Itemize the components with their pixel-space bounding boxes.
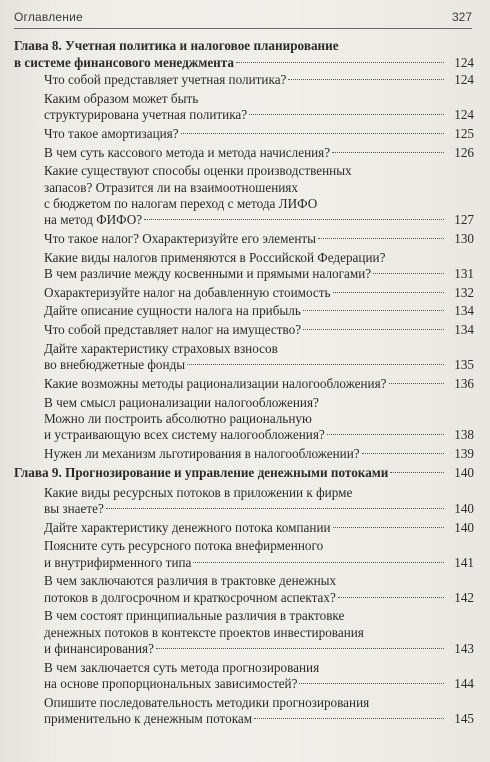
- toc-question-entry[interactable]: [14, 538, 474, 570]
- dot-leader: [236, 62, 444, 63]
- toc-entry-last-line: [44, 590, 474, 606]
- dot-leader: [187, 364, 444, 365]
- toc-entry-text: в системе финансового менеджмента: [14, 54, 235, 70]
- toc-entry-last-line: [44, 676, 474, 692]
- toc-page-number: 141: [454, 554, 474, 570]
- toc-entry-text: применительно к денежным потокам: [44, 710, 253, 726]
- dot-leader: [249, 114, 444, 115]
- toc-entry-last-line: [44, 266, 474, 282]
- toc-entry-last-line: [44, 212, 474, 228]
- toc-entry-text: с бюджетом по налогам переход с метода ЛИФО: [44, 195, 318, 211]
- dot-leader: [338, 597, 444, 598]
- dot-leader: [106, 508, 444, 509]
- toc-page-number: 140: [454, 500, 474, 516]
- toc-question-entry[interactable]: [14, 72, 474, 88]
- toc-entry-last-line: [44, 303, 474, 319]
- toc-page-number: 124: [454, 107, 474, 122]
- toc-page-number: 125: [454, 125, 474, 141]
- toc-entry-text: Что такое амортизация?: [44, 125, 179, 141]
- toc-entry-text: В чем заключается суть метода прогнозирования: [44, 659, 320, 675]
- toc-entry-text: Глава 8. Учетная политика и налоговое планирование: [14, 38, 339, 53]
- toc-entry-text: потоков в долгосрочном и краткосрочном аспектах?: [44, 589, 336, 605]
- toc-page-number: 140: [454, 465, 474, 481]
- toc-entry-text: Какие существуют способы оценки производственных: [44, 163, 352, 179]
- toc-question-entry[interactable]: [14, 322, 474, 338]
- toc-entry-text: Глава 9. Прогнозирование и управление денежными потоками: [14, 465, 389, 481]
- toc-entry-text: Опишите последовательность методики прогнозирования: [44, 694, 370, 710]
- toc-page-number: 124: [454, 72, 474, 87]
- toc-question-entry[interactable]: [14, 695, 474, 727]
- toc-entry-text: Можно ли построить абсолютно рациональную: [44, 410, 312, 426]
- dot-leader: [390, 472, 444, 473]
- toc-page-number: 136: [454, 375, 474, 391]
- toc-entry-last-line: [44, 357, 474, 373]
- toc-entry-text: Что собой представляет налог на имущество?: [44, 322, 302, 338]
- toc-entry-text: В чем суть кассового метода и метода начисления?: [44, 144, 331, 160]
- toc-entry-last-line: [44, 711, 474, 727]
- toc-entry-text: В чем различие между косвенными и прямыми налогами?: [44, 265, 372, 281]
- toc-question-entry[interactable]: [14, 91, 474, 123]
- toc-question-entry[interactable]: [14, 485, 474, 517]
- toc-entry-text: и внутрифирменного типа: [44, 554, 192, 570]
- toc-entry-text: и финансирования?: [44, 640, 154, 656]
- toc-page-number: 145: [454, 710, 474, 726]
- toc-question-entry[interactable]: [14, 660, 474, 692]
- toc-entry-text: Нужен ли механизм льготирования в налогообложении?: [44, 445, 360, 461]
- toc-question-entry[interactable]: [14, 341, 474, 373]
- toc-entry-last-line: [44, 427, 474, 443]
- toc-entry-text: на метод ФИФО?: [44, 212, 143, 227]
- toc-question-entry[interactable]: [14, 395, 474, 444]
- toc-question-entry[interactable]: [14, 231, 474, 247]
- dot-leader: [156, 648, 444, 649]
- running-header-title: Оглавление: [14, 10, 83, 24]
- toc-page-number: 131: [454, 265, 474, 281]
- toc-entry-last-line: [44, 126, 474, 142]
- toc-chapter-entry[interactable]: [14, 38, 474, 71]
- toc-entry-text: и устраивающую всех систему налогообложения?: [44, 427, 325, 443]
- toc-question-entry[interactable]: [14, 303, 474, 319]
- running-header: [14, 8, 472, 29]
- toc-entry-text: Какие возможны методы рационализации налогообложения?: [44, 375, 387, 391]
- toc-question-entry[interactable]: [14, 520, 474, 536]
- toc-entry-last-line: [14, 54, 474, 72]
- toc-entry-text: Поясните суть ресурсного потока внефирменного: [44, 538, 324, 554]
- dot-leader: [181, 133, 444, 134]
- toc-entry-text: Что такое налог? Охарактеризуйте его элементы: [44, 230, 317, 246]
- toc-question-entry[interactable]: [14, 446, 474, 462]
- dot-leader: [327, 434, 444, 435]
- dot-leader: [333, 292, 444, 293]
- toc-page-number: 127: [454, 212, 474, 227]
- toc-entry-text: структурирована учетная политика?: [44, 107, 248, 122]
- toc-page-number: 134: [454, 303, 474, 319]
- dot-leader: [333, 527, 444, 528]
- toc-page-number: 138: [454, 427, 474, 443]
- toc-entry-last-line: [44, 72, 474, 88]
- dot-leader: [303, 329, 444, 330]
- toc-entry-text: Дайте характеристику страховых взносов: [44, 340, 278, 356]
- toc-page-number: 135: [454, 357, 474, 373]
- toc-entry-text: вы знаете?: [44, 500, 104, 516]
- toc-entry-last-line: [44, 107, 474, 123]
- page-number: 327: [451, 10, 472, 24]
- toc-entry-last-line: [14, 465, 474, 482]
- dot-leader: [389, 383, 444, 384]
- toc-entry-text: запасов? Отразится ли на взаимоотношениях: [44, 179, 298, 195]
- dot-leader: [254, 718, 444, 719]
- toc-entry-text: Дайте характеристику денежного потока компании: [44, 519, 331, 535]
- toc-entry-last-line: [44, 501, 474, 517]
- toc-question-entry[interactable]: [14, 163, 474, 228]
- toc-entry-last-line: [44, 145, 474, 161]
- toc-entry-text: во внебюджетные фонды: [44, 357, 186, 373]
- toc-question-entry[interactable]: [14, 573, 474, 605]
- toc-page-number: 143: [454, 640, 474, 656]
- dot-leader: [288, 79, 444, 80]
- dot-leader: [362, 453, 444, 454]
- toc-question-entry[interactable]: [14, 285, 474, 301]
- toc-entry-last-line: [44, 285, 474, 301]
- toc-entry-text: В чем заключаются различия в трактовке денежных: [44, 573, 337, 589]
- toc-entry-last-line: [44, 231, 474, 247]
- toc-question-entry[interactable]: [14, 250, 474, 282]
- toc-question-entry[interactable]: [14, 126, 474, 142]
- toc-entry-text: Что собой представляет учетная политика?: [44, 72, 287, 87]
- toc-page-number: 144: [454, 675, 474, 691]
- toc-entry-text: В чем состоят принципиальные различия в трактовке: [44, 608, 345, 624]
- toc-question-entry[interactable]: [14, 145, 474, 161]
- dot-leader: [193, 562, 444, 563]
- toc-entry-text: Охарактеризуйте налог на добавленную стоимость: [44, 284, 331, 300]
- toc-entry-last-line: [44, 555, 474, 571]
- table-of-contents: [14, 38, 474, 730]
- toc-entry-text: Какие виды налогов применяются в Российской Федерации?: [44, 249, 386, 265]
- toc-page-number: 126: [454, 144, 474, 160]
- toc-entry-last-line: [44, 376, 474, 392]
- dot-leader: [303, 310, 444, 311]
- toc-chapter-entry[interactable]: [14, 465, 474, 482]
- toc-entry-last-line: [44, 446, 474, 462]
- toc-entry-text: денежных потоков в контексте проектов инвестирования: [44, 624, 364, 640]
- dot-leader: [144, 219, 444, 220]
- toc-entry-text: Каким образом может быть: [44, 90, 199, 106]
- dot-leader: [299, 683, 444, 684]
- toc-entry-last-line: [44, 322, 474, 338]
- toc-page-number: 140: [454, 519, 474, 535]
- toc-page-number: 130: [454, 230, 474, 246]
- toc-entry-last-line: [44, 520, 474, 536]
- toc-page-number: 139: [454, 445, 474, 461]
- toc-page-number: 142: [454, 589, 474, 605]
- toc-page-number: 134: [454, 322, 474, 338]
- toc-entry-text: Какие виды ресурсных потоков в приложении к фирме: [44, 484, 353, 500]
- toc-page-number: 132: [454, 284, 474, 300]
- toc-question-entry[interactable]: [14, 376, 474, 392]
- toc-entry-text: Дайте описание сущности налога на прибыль: [44, 303, 301, 319]
- toc-entry-text: В чем смысл рационализации налогообложения?: [44, 394, 319, 410]
- dot-leader: [332, 152, 444, 153]
- toc-page-number: 124: [454, 54, 474, 70]
- toc-question-entry[interactable]: [14, 608, 474, 657]
- toc-entry-text: на основе пропорциональных зависимостей?: [44, 675, 298, 691]
- dot-leader: [373, 273, 444, 274]
- toc-entry-last-line: [44, 641, 474, 657]
- dot-leader: [318, 238, 444, 239]
